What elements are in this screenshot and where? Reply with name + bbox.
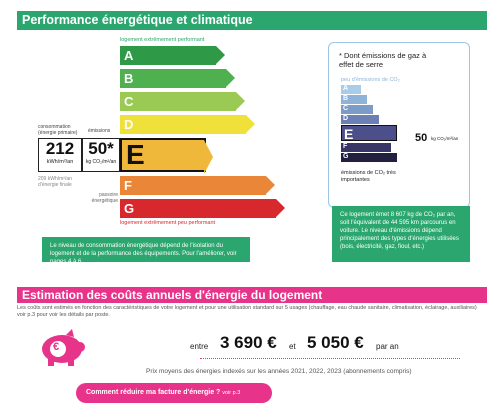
dpe-bar-d (120, 115, 246, 134)
reduce-bill-label: Comment réduire ma facture d'énergie ? (86, 389, 221, 396)
section-title-performance: Performance énergétique et climatique (17, 11, 487, 30)
ges-unit: kg CO₂/m²/an (431, 136, 459, 141)
dpe-bar-arrow (276, 199, 285, 217)
cost-low: 3 690 € (220, 333, 277, 352)
reduce-bill-ref: voir p.3 (222, 390, 241, 396)
dpe-bar-arrow (266, 176, 275, 194)
dpe-bar-c (120, 92, 236, 111)
dpe-bar-letter: F (124, 178, 132, 193)
dpe-bar-a (120, 46, 216, 65)
ges-value: 50 (415, 132, 428, 144)
section-title-costs: Estimation des coûts annuels d'énergie du logement (17, 287, 487, 303)
dpe-bar-e (120, 138, 206, 172)
dpe-bar-f (120, 176, 266, 195)
ges-card (328, 42, 470, 208)
ges-bottom-caption: émissions de CO₂ très importantes (341, 170, 396, 183)
dpe-bar-b (120, 69, 226, 88)
dpe-bar-letter: A (124, 48, 134, 63)
ges-title: * Dont émissions de gaz à effet de serre (339, 51, 427, 69)
ges-bar-b: B (341, 95, 367, 104)
dpe-bar-letter: C (124, 94, 134, 109)
ges-bar-f: F (341, 143, 391, 152)
consumption-box (38, 138, 82, 172)
ges-bar-c: C (341, 105, 373, 114)
ges-bar-e: E (341, 125, 397, 141)
consumption-label: consommation (énergie primaire) (38, 124, 78, 136)
dpe-bar-arrow (204, 140, 213, 174)
dpe-bar-letter: E (126, 139, 145, 170)
per-year-label: par an (376, 342, 399, 351)
dpe-bar-arrow (226, 69, 235, 87)
cost-high: 5 050 € (307, 333, 364, 352)
ges-bar-g: G (341, 153, 397, 162)
consumption-value: 212 (45, 139, 75, 158)
dpe-bar-letter: D (124, 117, 134, 132)
dpe-bar-arrow (216, 46, 225, 64)
and-label: et (289, 342, 296, 351)
dpe-bar-arrow (236, 92, 245, 110)
between-label: entre (190, 342, 209, 351)
ges-top-caption: peu d'émissions de CO₂ (341, 77, 400, 83)
ges-note: Ce logement émet 8 607 kg de CO₂ par an, soit l'équivalent de 44 595 km parcourus en voiture. Le niveau d'émissions dépend principalement des types d'énergies utilisées (bois, électricité, gaz, fioul, etc.) (332, 206, 470, 264)
dpe-bar-letter: G (124, 201, 135, 216)
dpe-bar-g (120, 199, 276, 218)
consumption-unit: kWh/m²/an (46, 159, 74, 165)
divider (200, 358, 460, 359)
ges-bar-d: D (341, 115, 379, 124)
passoire-label: passoire énergétique (91, 192, 118, 204)
consumption-note: Le niveau de consommation énergétique dépend de l'isolation du logement et de la performance des équipements. Pour l'améliorer, voir (42, 237, 250, 275)
euro-symbol: € (53, 341, 60, 353)
final-energy-note: 209 kWh/m²/an d'énergie finale (38, 176, 72, 188)
ges-bar-a: A (341, 85, 361, 94)
emissions-unit: kg CO₂/m²/an (85, 159, 117, 165)
emissions-value: 50* (88, 139, 114, 158)
reduce-bill-button[interactable] (76, 383, 272, 403)
emissions-box (82, 138, 120, 172)
emissions-label: émissions (88, 128, 111, 134)
top-caption: logement extrêmement performant (120, 37, 205, 43)
bottom-caption: logement extrêmement peu performant (120, 220, 216, 226)
cost-description: Les coûts sont estimés en fonction des caractéristiques de votre logement et pour une utilisation standard sur 5 usages (chauffage, eau chaude sanitaire, climatisation, éclairage, auxiliaires) voir p.3 pour voir les détails par poste. (17, 305, 477, 318)
dpe-bar-arrow (246, 115, 255, 133)
dpe-bar-letter: B (124, 71, 134, 86)
piggy-bank-icon (36, 327, 88, 369)
prices-note: Prix moyens des énergies indexés sur les années 2021, 2022, 2023 (abonnements compris) (146, 368, 412, 375)
